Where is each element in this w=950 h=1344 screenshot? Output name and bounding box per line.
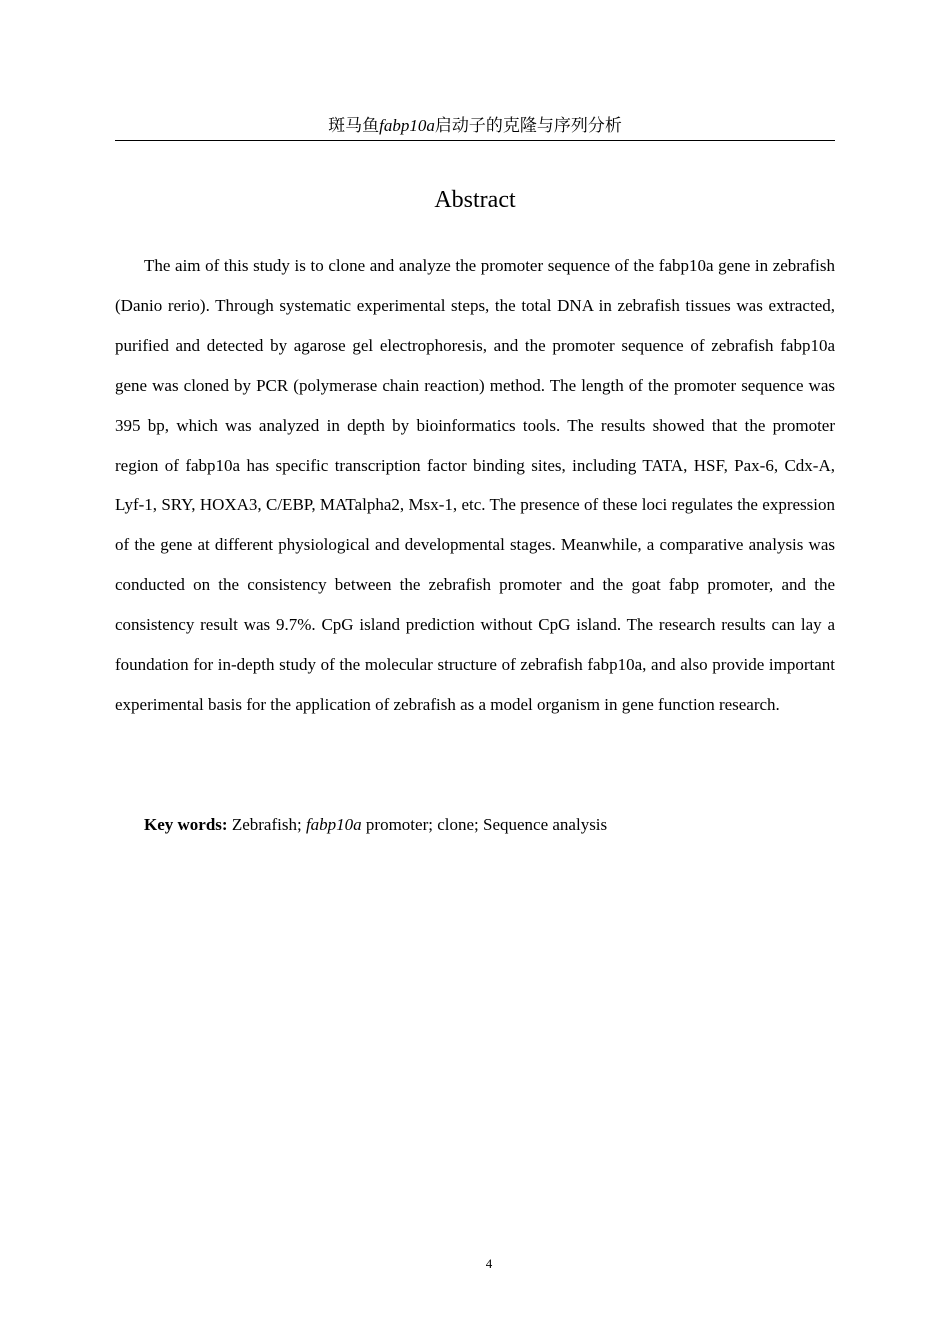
page-number: 4 [485, 1256, 493, 1271]
keywords-line [115, 805, 835, 845]
running-header [115, 114, 835, 138]
header-rule [115, 140, 835, 141]
abstract-heading: Abstract [434, 187, 516, 213]
keyword-gene: fabp10a [305, 815, 362, 834]
keyword-zebrafish: Zebrafish; [231, 815, 302, 834]
abstract-body: The aim of this study is to clone and analyze the promoter sequence of the fabp10a gene in zebrafish (Danio rerio). Through systematic experimental steps, the total DNA in zebrafish tissues was extracted, purified and detected by agarose gel electrophoresis, and the promoter sequence of zebrafish fabp10a gene was cloned by PCR (polymerase chain reaction) method. The length of the promoter sequence was 395 bp, which was analyzed in depth by bioinformatics tools. The results showed that the promoter region of fabp10a has specific transcription factor binding sites, including TATA, HSF, Pax-6, Cdx-A, Lyf-1, SRY, HOXA3, C/EBP, MATalpha2, Msx-1, etc. The presence of these loci regulates the expression of the gene at different physiological and developmental stages. Meanwhile, a comparative analysis was conducted on the consistency between the zebrafish promoter and the goat fabp promoter, and the consistency result was 9.7%. CpG island prediction without CpG island. The research results can lay a foundation for in-depth study of the molecular structure of zebrafish fabp10a, and also provide important experimental basis for the application of zebrafish as a model organism in gene function research. [115, 256, 835, 714]
header-title-prefix: 斑马鱼 [328, 116, 380, 135]
header-title-suffix: 启动子的克隆与序列分析 [434, 116, 622, 135]
keyword-rest: promoter; clone; Sequence analysis [365, 815, 608, 834]
keywords-label: Key words: [144, 815, 228, 834]
header-title-gene: fabp10a [379, 116, 435, 135]
